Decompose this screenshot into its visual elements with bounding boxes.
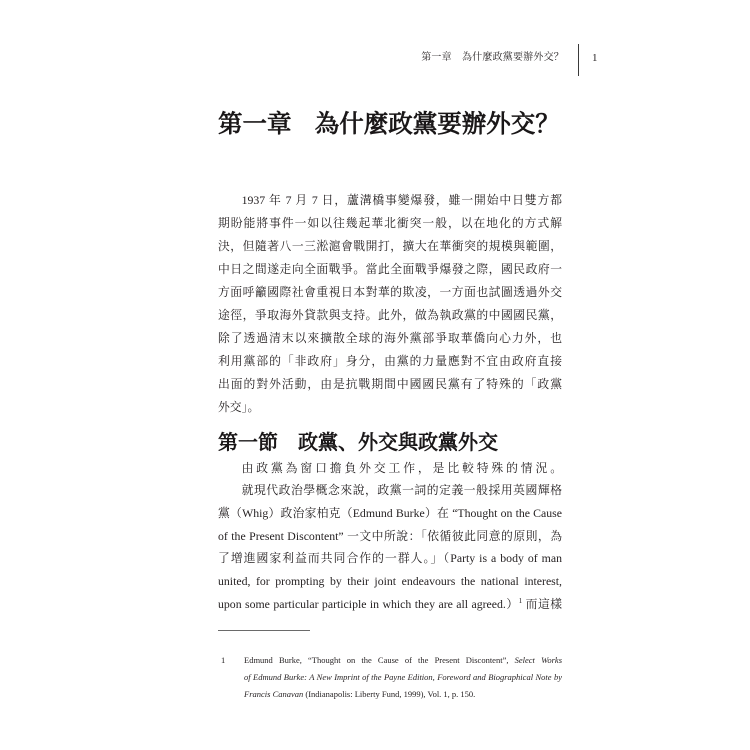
footnote-divider: [218, 630, 310, 631]
footnote-text: (Indianapolis: Liberty Fund, 1999), Vol. 1, p. 150.: [303, 688, 476, 699]
page-number: 1: [592, 52, 598, 64]
footnote-line: [244, 686, 562, 703]
last-line-continuation: 而這樣: [522, 596, 563, 611]
intro-line: 期盼能將事件一如以往幾起華北衝突一般，以在地化的方式解: [218, 215, 562, 230]
section-heading: 第一節 政黨、外交與政黨外交: [218, 432, 498, 454]
section-paragraph-2-last-line: [218, 593, 562, 616]
running-header-title: 第一章 為什麼政黨要辦外交？: [421, 52, 564, 63]
intro-line: 決，但隨著八一三淞滬會戰開打，擴大在華衝突的規模與範圍，: [218, 238, 562, 253]
footnote-italic-text: Francis Canavan: [244, 688, 304, 699]
section-paragraph-2-line: united, for prompting by their joint endeavours the national interest,: [218, 574, 562, 589]
section-paragraph-2-line: 黨（Whig）政治家柏克（Edmund Burke）在 “Thought on the Cause: [218, 505, 562, 520]
footnotes: [218, 652, 562, 703]
chapter-label: 第一章: [218, 111, 292, 138]
footnote-italic-text: Select Works: [514, 654, 563, 665]
intro-line: 1937 年 7 月 7 日，蘆溝橋事變爆發，雖一開始中日雙方都: [241, 192, 562, 207]
section-paragraph-2-line: 了增進國家利益而共同合作的一群人。」（Party is a body of man: [218, 551, 562, 566]
intro-line: 方面呼籲國際社會重視日本對華的欺凌，一方面也試圖透過外交: [218, 284, 562, 299]
chapter-title-text: 為什麼政黨要辦外交？: [314, 111, 560, 138]
footnote: [218, 652, 562, 703]
section-body: [218, 457, 562, 616]
intro-line: 除了透過清末以來擴散全球的海外黨部爭取華僑向心力外，也: [218, 330, 562, 345]
intro-line: 中日之間遂走向全面戰爭。當此全面戰爭爆發之際，國民政府一: [218, 261, 562, 276]
footnote-line: [244, 652, 562, 669]
intro-line: 途徑，爭取海外貸款與支持。此外，做為執政黨的中國國民黨，: [218, 307, 562, 322]
footnote-number: 1: [221, 654, 226, 665]
running-header-divider: [578, 44, 579, 76]
intro-paragraph: [218, 189, 562, 419]
last-line-text: upon some particular participle in which they are all agreed.）: [218, 596, 519, 611]
section-paragraph-1: 由政黨為窗口擔負外交工作，是比較特殊的情況。: [241, 460, 562, 475]
section-paragraph-2-line: of the Present Discontent” 一文中所說：「依循彼此同意的原則，為: [218, 528, 562, 543]
chapter-title: [218, 109, 560, 141]
footnote-line: of Edmund Burke: A New Imprint of the Payne Edition, Foreword and Biographical Note by: [244, 671, 562, 682]
footnote-reference: 1: [518, 595, 523, 605]
intro-line: 利用黨部的「非政府」身分，由黨的力量應對不宜由政府直接: [218, 353, 562, 368]
footnote-text: Edmund Burke, “Thought on the Cause of the Present Discontent”,: [244, 654, 515, 665]
section-paragraph-2-line: 就現代政治學概念來說，政黨一詞的定義一般採用英國輝格: [241, 483, 562, 498]
intro-line: 出面的對外活動，由是抗戰期間中國國民黨有了特殊的「政黨: [218, 376, 562, 391]
intro-line: 外交」。: [218, 399, 260, 414]
